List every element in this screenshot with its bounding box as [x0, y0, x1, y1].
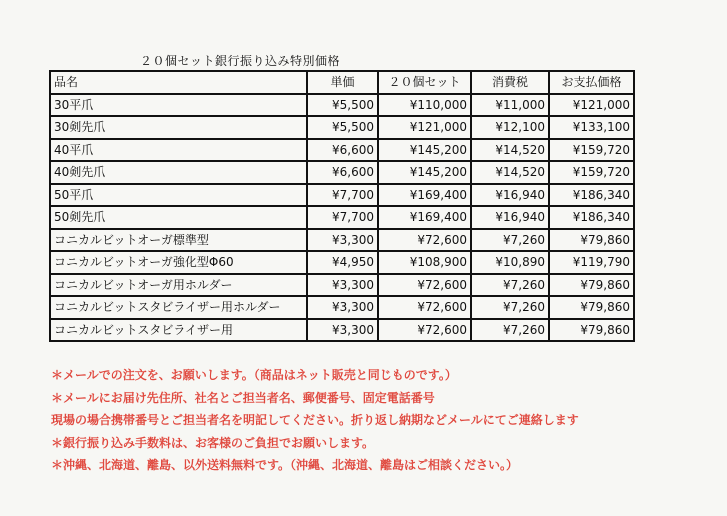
cell-set-price: ¥169,400: [378, 184, 471, 207]
cell-unit-price: ¥3,300: [307, 296, 378, 319]
price-table: [49, 70, 635, 342]
cell-product-name: コニカルビットオーガ用ホルダー: [50, 274, 307, 297]
cell-product-name: 40剣先爪: [50, 161, 307, 184]
cell-product-name: 30剣先爪: [50, 116, 307, 139]
cell-set-price: ¥72,600: [378, 319, 471, 342]
page-title: ２０個セット銀行振り込み特別価格: [139, 54, 340, 68]
cell-product-name: 40平爪: [50, 139, 307, 162]
table-row: [50, 319, 634, 342]
cell-tax: ¥7,260: [471, 229, 549, 252]
cell-unit-price: ¥3,300: [307, 229, 378, 252]
cell-product-name: コニカルビットオーガ標準型: [50, 229, 307, 252]
cell-product-name: 50剣先爪: [50, 206, 307, 229]
note-line: ＊銀行振り込み手数料は、お客様のご負担でお願いします。: [51, 435, 375, 450]
cell-total: ¥119,790: [549, 251, 634, 274]
cell-set-price: ¥72,600: [378, 274, 471, 297]
cell-unit-price: ¥6,600: [307, 161, 378, 184]
header-unit-price: 単価: [307, 71, 378, 94]
cell-set-price: ¥72,600: [378, 229, 471, 252]
cell-tax: ¥11,000: [471, 94, 549, 117]
table-row: [50, 206, 634, 229]
cell-product-name: 50平爪: [50, 184, 307, 207]
cell-product-name: コニカルビットスタビライザー用: [50, 319, 307, 342]
cell-total: ¥133,100: [549, 116, 634, 139]
cell-total: ¥79,860: [549, 319, 634, 342]
header-set-price: ２０個セット: [378, 71, 471, 94]
cell-tax: ¥7,260: [471, 274, 549, 297]
cell-product-name: コニカルビットスタビライザー用ホルダー: [50, 296, 307, 319]
cell-set-price: ¥108,900: [378, 251, 471, 274]
table-row: [50, 94, 634, 117]
table-row: [50, 296, 634, 319]
cell-total: ¥79,860: [549, 229, 634, 252]
table-header-row: [50, 71, 634, 94]
note-line: ＊沖縄、北海道、離島、以外送料無料です。（沖縄、北海道、離島はご相談ください。）: [51, 458, 519, 473]
header-total: お支払価格: [549, 71, 634, 94]
cell-tax: ¥7,260: [471, 296, 549, 319]
cell-tax: ¥14,520: [471, 161, 549, 184]
table-row: [50, 251, 634, 274]
header-tax: 消費税: [471, 71, 549, 94]
note-line: ＊メールでの注文を、お願いします。（商品はネット販売と同じものです。）: [51, 368, 457, 382]
cell-unit-price: ¥3,300: [307, 319, 378, 342]
cell-set-price: ¥145,200: [378, 139, 471, 162]
cell-unit-price: ¥7,700: [307, 184, 378, 207]
cell-product-name: 30平爪: [50, 94, 307, 117]
table-row: [50, 274, 634, 297]
cell-unit-price: ¥7,700: [307, 206, 378, 229]
note-line: 現場の場合携帯番号とご担当者名を明記してください。折り返し納期などメールにてご連絡します: [51, 413, 579, 428]
cell-tax: ¥14,520: [471, 139, 549, 162]
table-row: [50, 184, 634, 207]
cell-set-price: ¥121,000: [378, 116, 471, 139]
cell-tax: ¥16,940: [471, 184, 549, 207]
cell-set-price: ¥72,600: [378, 296, 471, 319]
notes: [51, 364, 723, 477]
cell-tax: ¥10,890: [471, 251, 549, 274]
cell-unit-price: ¥4,950: [307, 251, 378, 274]
cell-total: ¥159,720: [549, 161, 634, 184]
cell-total: ¥79,860: [549, 274, 634, 297]
cell-unit-price: ¥5,500: [307, 94, 378, 117]
cell-tax: ¥7,260: [471, 319, 549, 342]
cell-product-name: コニカルビットオーガ強化型Φ60: [50, 251, 307, 274]
cell-total: ¥79,860: [549, 296, 634, 319]
cell-set-price: ¥110,000: [378, 94, 471, 117]
cell-total: ¥186,340: [549, 206, 634, 229]
cell-unit-price: ¥3,300: [307, 274, 378, 297]
table-row: [50, 161, 634, 184]
note-line: ＊メールにお届け先住所、社名とご担当者名、郵便番号、固定電話番号: [51, 390, 435, 405]
header-product-name: 品名: [50, 71, 307, 94]
table-row: [50, 139, 634, 162]
cell-set-price: ¥145,200: [378, 161, 471, 184]
cell-unit-price: ¥5,500: [307, 116, 378, 139]
table-row: [50, 229, 634, 252]
cell-total: ¥159,720: [549, 139, 634, 162]
cell-tax: ¥16,940: [471, 206, 549, 229]
table-body: [50, 94, 634, 342]
cell-tax: ¥12,100: [471, 116, 549, 139]
cell-unit-price: ¥6,600: [307, 139, 378, 162]
cell-set-price: ¥169,400: [378, 206, 471, 229]
cell-total: ¥121,000: [549, 94, 634, 117]
cell-total: ¥186,340: [549, 184, 634, 207]
table-row: [50, 116, 634, 139]
